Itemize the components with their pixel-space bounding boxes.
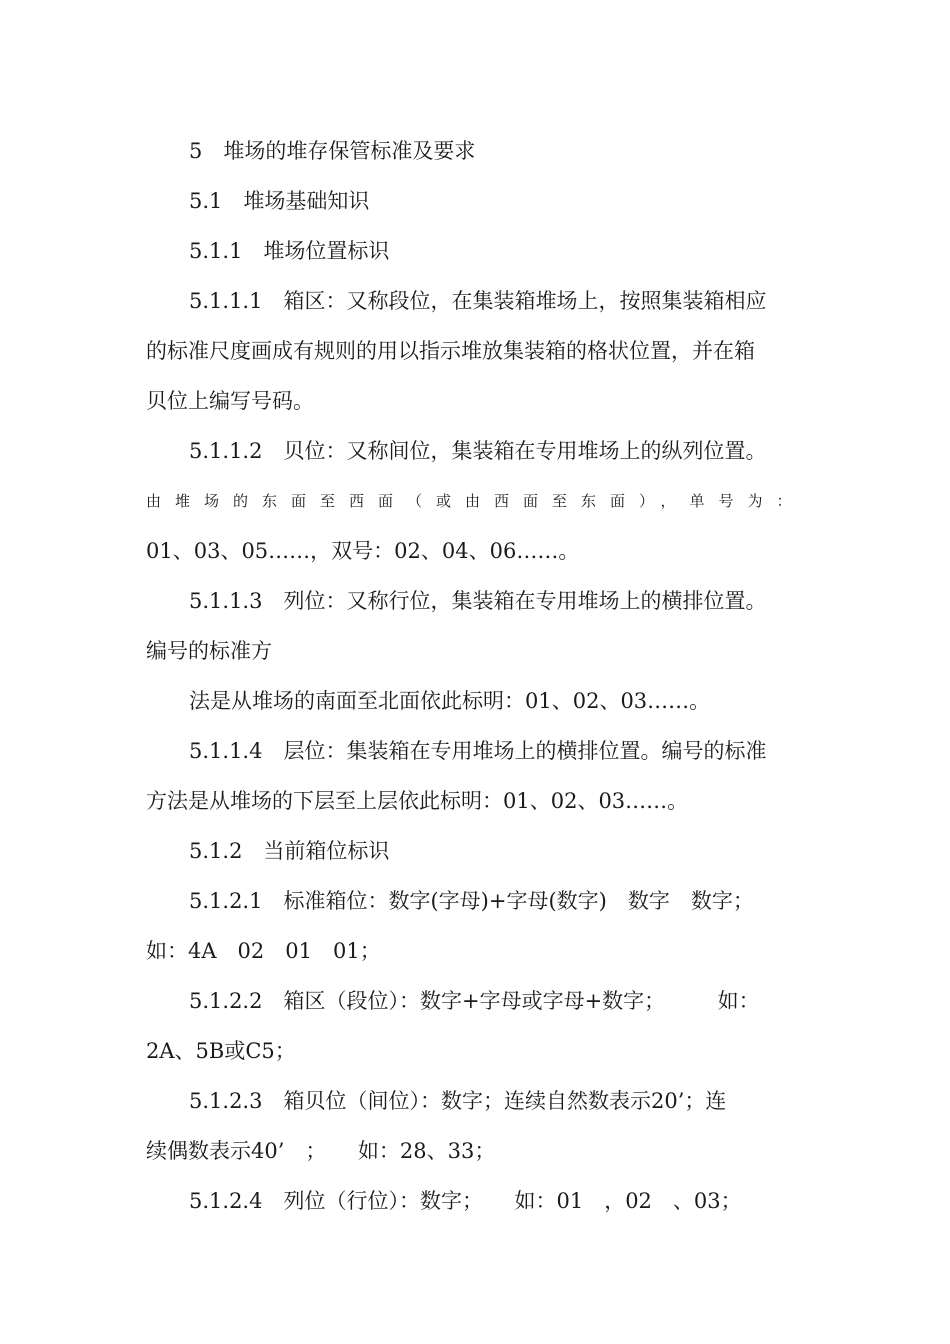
paragraph-5-1-1-1-line-3: 贝位上编写号码。 xyxy=(146,389,314,413)
paragraph-5-1-1-2-line-2: 由堆场的东面至西面（或由西面至东面），单号为： xyxy=(146,492,806,510)
paragraph-5-1-1-1-line-1: 5.1.1.1 箱区：又称段位，在集装箱堆场上，按照集装箱相应 xyxy=(189,289,767,313)
paragraph-5-1-2-3-line-1: 5.1.2.3 箱贝位（间位）：数字；连续自然数表示20’；连 xyxy=(189,1089,727,1113)
document-body xyxy=(146,126,810,1226)
paragraph-5-1-2-2-line-2: 2A、5B或C5； xyxy=(146,1039,296,1063)
paragraph-5-1-2-1-line-1: 5.1.2.1 标准箱位：数字(字母)+字母(数字) 数字 数字； xyxy=(189,889,754,913)
paragraph-5-1-1-2-line-3: 01、03、05……，双号：02、04、06……。 xyxy=(146,539,580,563)
paragraph-5-1-2-2-line-1: 5.1.2.2 箱区（段位）：数字+字母或字母+数字； 如： xyxy=(189,989,760,1013)
section-heading-5-1-2: 5.1.2 当前箱位标识 xyxy=(189,839,390,863)
section-heading-5: 5 堆场的堆存保管标准及要求 xyxy=(189,139,476,163)
paragraph-5-1-2-1-line-2: 如：4A 02 01 01； xyxy=(146,939,381,963)
paragraph-5-1-1-4-line-1: 5.1.1.4 层位：集装箱在专用堆场上的横排位置。编号的标准 xyxy=(189,739,767,763)
paragraph-5-1-1-4-line-2: 方法是从堆场的下层至上层依此标明：01、02、03……。 xyxy=(146,789,689,813)
section-heading-5-1: 5.1 堆场基础知识 xyxy=(189,189,370,213)
section-heading-5-1-1: 5.1.1 堆场位置标识 xyxy=(189,239,390,263)
paragraph-5-1-1-2-line-1: 5.1.1.2 贝位：又称间位，集装箱在专用堆场上的纵列位置。 xyxy=(189,439,767,463)
paragraph-5-1-1-3-line-2: 编号的标准方 xyxy=(146,639,272,663)
paragraph-5-1-2-4-line-1: 5.1.2.4 列位（行位）：数字； 如：01 ，02 、03； xyxy=(189,1189,742,1213)
paragraph-5-1-1-1-line-2: 的标准尺度画成有规则的用以指示堆放集装箱的格状位置，并在箱 xyxy=(146,339,755,363)
paragraph-5-1-1-3-line-1: 5.1.1.3 列位：又称行位，集装箱在专用堆场上的横排位置。 xyxy=(189,589,767,613)
paragraph-5-1-1-3-line-3: 法是从堆场的南面至北面依此标明：01、02、03……。 xyxy=(189,689,711,713)
paragraph-5-1-2-3-line-2: 续偶数表示40’ ； 如：28、33； xyxy=(146,1139,496,1163)
